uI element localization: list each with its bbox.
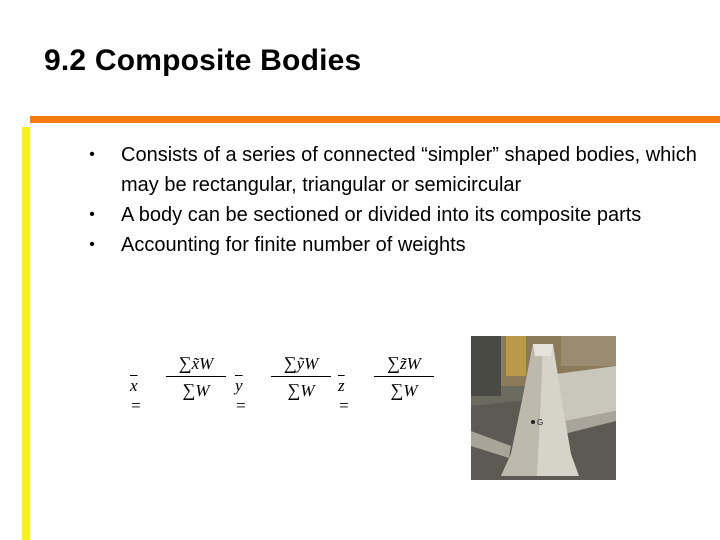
formula-weight: W [403,381,418,400]
formula-lhs: $\overline{x}$ [130,376,138,395]
sigma-symbol: ∑ [178,353,192,373]
bullet-text: Consists of a series of connected “simpler” shaped bodies, which may be rectangular, triangular or semicircular [121,144,697,196]
centroid-marker-label: G [537,418,544,427]
sigma-symbol: ∑ [287,380,301,400]
bullet-item [86,230,706,260]
formula-weight: W [300,381,315,400]
formula-fraction [166,352,226,401]
concrete-barrier-photo [471,336,616,480]
fraction-line [166,376,226,377]
bullet-item [86,140,706,200]
formula-fraction [271,352,331,401]
fraction-line [271,376,331,377]
formula-tilde: ỹ [296,354,305,373]
formula-weight: W [406,354,421,373]
formula-tilde: x̃ [191,354,200,373]
barrier-illustration [471,336,616,480]
bullet-item [86,200,706,230]
slide-title: 9.2 Composite Bodies [44,44,362,77]
formula-fraction [374,352,434,401]
formula-weight: W [195,381,210,400]
bullet-dot: • [89,146,95,163]
bullet-text: Accounting for finite number of weights [121,234,466,256]
fraction-line [374,376,434,377]
sigma-symbol: ∑ [283,353,297,373]
bullet-text: A body can be sectioned or divided into its composite parts [121,204,642,226]
bullet-list [86,140,706,260]
side-accent-bar [22,127,30,540]
title-underline-bar [30,116,720,123]
formula-weight: W [199,354,214,373]
bullet-dot: • [89,236,95,253]
sigma-symbol: ∑ [387,353,401,373]
formula-tilde: z̃ [400,354,407,373]
bullet-dot: • [89,206,95,223]
formula-lhs: $\overline{z}$ [338,376,345,395]
formula-lhs: $\overline{y}$ [235,376,243,395]
sigma-symbol: ∑ [182,380,196,400]
formula-weight: W [304,354,319,373]
sigma-symbol: ∑ [390,380,404,400]
